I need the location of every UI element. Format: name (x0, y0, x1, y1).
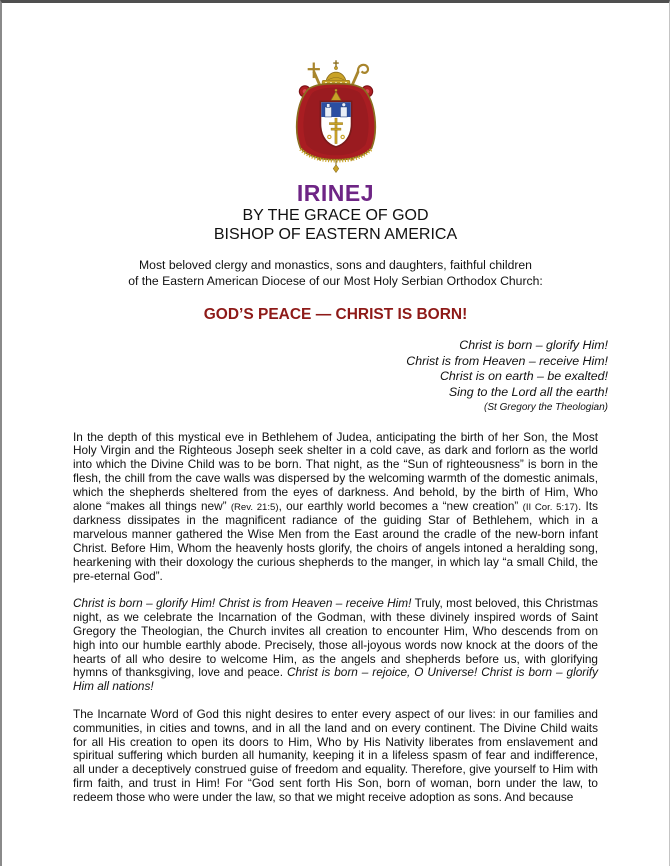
epigraph-line: Christ is from Heaven – receive Him! (406, 353, 608, 368)
paragraph-text: Truly, most beloved, this Christmas night, as we celebrate the Incarnation of the Godman, with these divinely inspired words of Saint Gregory the Theologian, the Church invites all creation to encounter Him, Who descends from on high into our humble earthly abode. Precisely, those all-joyous words now knock at the doors of the hearts of all who desire to welcome Him, as the angels and shepherds before us, with glorifying hymns of thanksgiving, love and peace. (73, 596, 598, 680)
salutation-line-2: of the Eastern American Diocese of our Most Holy Serbian Orthodox Church: (128, 273, 543, 288)
paragraph-text: In the depth of this mystical eve in Bethlehem of Judea, anticipating the birth of her Son, the Most Holy Virgin and the Righteous Joseph seek shelter in a cold cave, as dark and forlorn as the world into which the Divine Child was to be born. That night, as the “Sun of righteousness” is born in the flesh, the chill from the cave walls was dispersed by the welcoming warmth of the domestic animals, which the shepherds sheltered from the eyes of darkness. And behold, by the birth of Him, Who alone “makes all things new” (73, 429, 598, 513)
scripture-reference: (Rev. 21:5) (230, 501, 279, 513)
salutation (73, 258, 598, 289)
paragraph-text: The Incarnate Word of God this night desires to enter every aspect of our lives: in our families and communities, in cities and towns, and in all the land and on every continent. The Divine Child waits for all His creation to open its doors to Him, Who by His Nativity liberates from enslavement and spiritual suffering which burden all humanity, keeping it in a lifeless spasm of fear and indifference, all under a deceptively construed guise of freedom and equality. Therefore, give yourself to Him with firm faith, and trust in Him! For “God sent forth His Son, born of woman, born under the law, to redeem those who were under the law, so that we might receive adoption as sons. And because (73, 706, 598, 804)
paragraph-text: . Its darkness dissipates in the magnificent radiance of the guiding Star of Bethlehem, which in a marvelous manner gathered the Wise Men from the East around the cradle of the new-born infant Christ. Before Him, Whom the heavenly hosts glorify, the choirs of angels intoned a heralding song, hearkening with their doxology the curious shepherds to the manger, in which lay “a small Child, the pre-eternal God”. (73, 498, 598, 583)
epigraph-line: Christ is on earth – be exalted! (439, 369, 608, 384)
bishop-name-title: IRINEJ (296, 180, 375, 206)
paragraph-1 (73, 431, 598, 584)
epigraph-attribution: (St Gregory the Theologian) (484, 401, 608, 413)
epigraph (73, 338, 608, 413)
coat-of-arms-icon (286, 59, 386, 176)
epigraph-line: Christ is born – glorify Him! (459, 338, 608, 353)
scripture-reference: (II Cor. 5:17) (522, 501, 578, 513)
paragraph-3 (73, 708, 598, 805)
liturgical-refrain: Christ is born – rejoice, O Universe! Christ is born – glorify Him all nations! (73, 665, 599, 694)
document-content (2, 59, 669, 844)
epigraph-line: Sing to the Lord all the earth! (448, 384, 608, 399)
bishop-title-line: BISHOP OF EASTERN AMERICA (213, 226, 458, 243)
grace-of-god-line: BY THE GRACE OF GOD (242, 207, 429, 224)
liturgical-refrain: Christ is born – glorify Him! Christ is from Heaven – receive Him! (73, 596, 412, 611)
encyclical-heading: GOD’S PEACE — CHRIST IS BORN! (203, 306, 468, 324)
paragraph-2 (73, 597, 598, 694)
salutation-line-1: Most beloved clergy and monastics, sons and daughters, faithful children (139, 258, 532, 272)
paragraph-text: , our earthly world becomes a “new creation” (278, 498, 523, 513)
